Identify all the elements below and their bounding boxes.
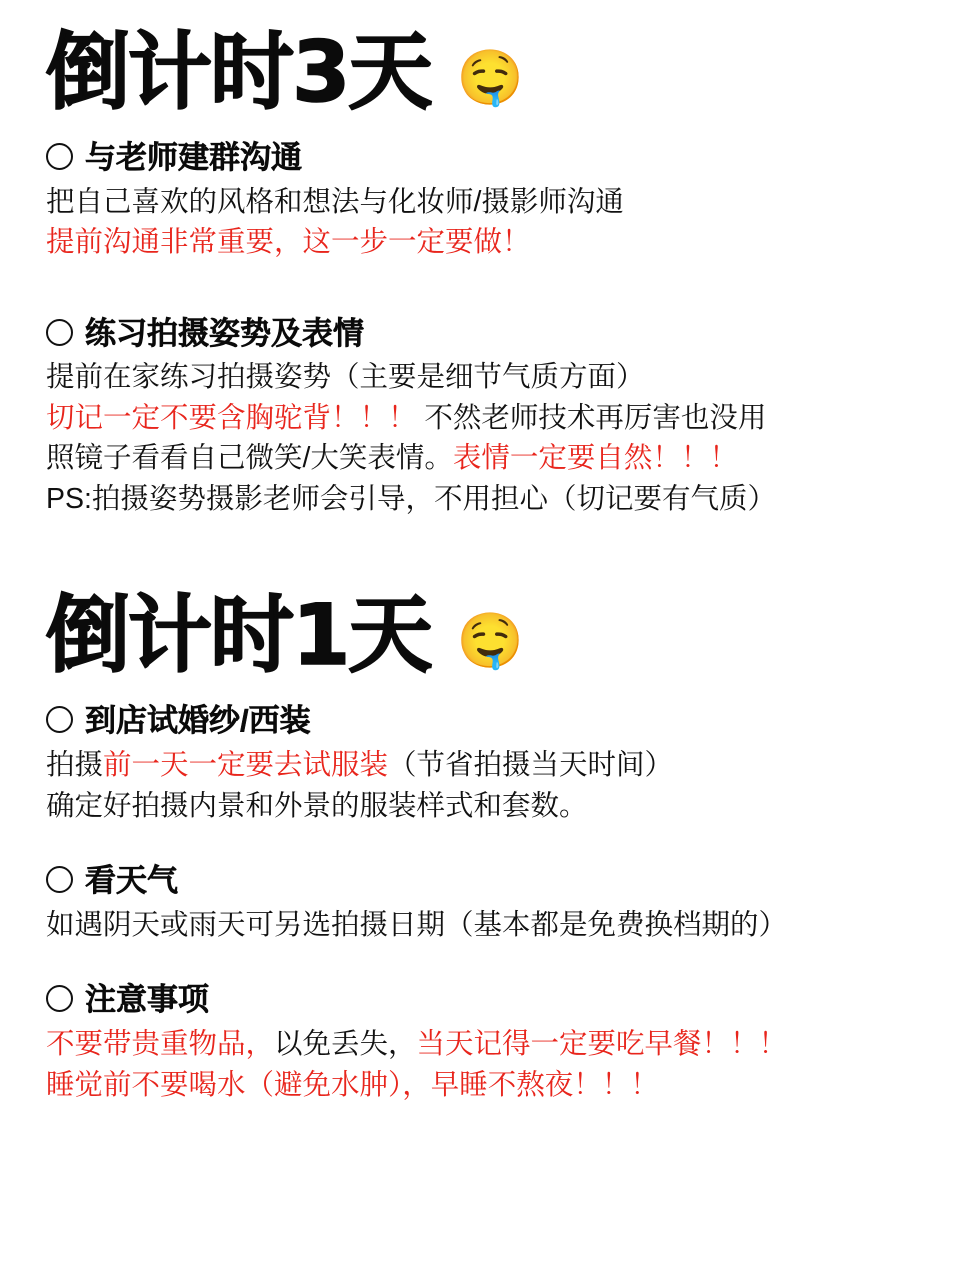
body-text: 确定好拍摄内景和外景的服装样式和套数。 <box>46 789 588 822</box>
countdown-title-text: 倒计时1天 <box>46 586 431 685</box>
item-heading-text: 看天气 <box>85 863 178 899</box>
body-text-emphasis: 切记一定不要含胸驼背！！！ <box>46 401 417 434</box>
item-heading-text: 注意事项 <box>85 982 209 1018</box>
body-line <box>46 1065 916 1105</box>
body-line <box>46 438 916 478</box>
body-line <box>46 786 916 826</box>
body-text: 提前在家练习拍摄姿势（主要是细节气质方面） <box>46 361 645 394</box>
countdown-title-text: 倒计时3天 <box>46 23 431 121</box>
section-item-weather <box>46 862 916 945</box>
body-line <box>46 398 916 438</box>
item-heading <box>46 702 916 741</box>
body-text-emphasis: 表情一定要自然！！！ <box>452 442 738 475</box>
item-heading-text: 到店试婚纱/西装 <box>85 703 311 739</box>
item-heading <box>46 139 916 178</box>
item-heading <box>46 862 916 901</box>
item-body <box>46 357 916 519</box>
section-item-teacher-group <box>46 139 916 263</box>
body-text: 把自己喜欢的风格和想法与化妆师/摄影师沟通 <box>46 185 624 218</box>
body-text-emphasis: 提前沟通非常重要，这一步一定要做！ <box>46 226 531 259</box>
item-body <box>46 182 916 263</box>
item-body <box>46 745 916 826</box>
body-text: 以免丢失， <box>274 1028 417 1061</box>
body-text: （节省拍摄当天时间） <box>388 749 674 782</box>
body-line <box>46 479 916 519</box>
drooling-face-emoji: 🤤 <box>456 610 524 671</box>
body-line <box>46 905 916 945</box>
body-text-emphasis: 不要带贵重物品， <box>46 1028 275 1061</box>
body-text: 拍摄 <box>46 749 104 782</box>
section-item-notes <box>46 981 916 1105</box>
body-text: 如遇阴天或雨天可另选拍摄日期（基本都是免费换档期的） <box>46 908 788 941</box>
body-line <box>46 182 916 222</box>
circle-bullet-icon <box>46 866 73 893</box>
body-line <box>46 1024 916 1064</box>
body-line <box>46 222 916 262</box>
body-text: PS:拍摄姿势摄影老师会引导，不用担心（切记要有气质） <box>46 482 776 515</box>
item-body <box>46 1024 916 1105</box>
countdown-heading-1day <box>46 586 916 685</box>
item-body <box>46 905 916 945</box>
circle-bullet-icon <box>46 985 73 1012</box>
item-heading-text: 与老师建群沟通 <box>85 140 302 176</box>
circle-bullet-icon <box>46 143 73 170</box>
circle-bullet-icon <box>46 706 73 733</box>
drooling-face-emoji: 🤤 <box>456 47 524 108</box>
section-item-practice-poses <box>46 315 916 520</box>
item-heading-text: 练习拍摄姿势及表情 <box>85 315 364 351</box>
circle-bullet-icon <box>46 319 73 346</box>
item-heading <box>46 315 916 354</box>
body-text-emphasis: 睡觉前不要喝水（避免水肿）， <box>46 1068 431 1101</box>
countdown-heading-3days <box>46 23 916 121</box>
body-text-emphasis: 早睡不熬夜！！！ <box>430 1068 659 1101</box>
body-text-emphasis: 当天记得一定要吃早餐！！！ <box>416 1028 788 1061</box>
body-line <box>46 745 916 785</box>
body-text-emphasis: 前一天一定要去试服装 <box>103 749 389 782</box>
body-text: 照镜子看看自己微笑/大笑表情。 <box>46 442 453 475</box>
item-heading <box>46 981 916 1020</box>
body-text: 不然老师技术再厉害也没用 <box>416 401 767 434</box>
body-line <box>46 357 916 397</box>
section-item-try-dress <box>46 702 916 826</box>
